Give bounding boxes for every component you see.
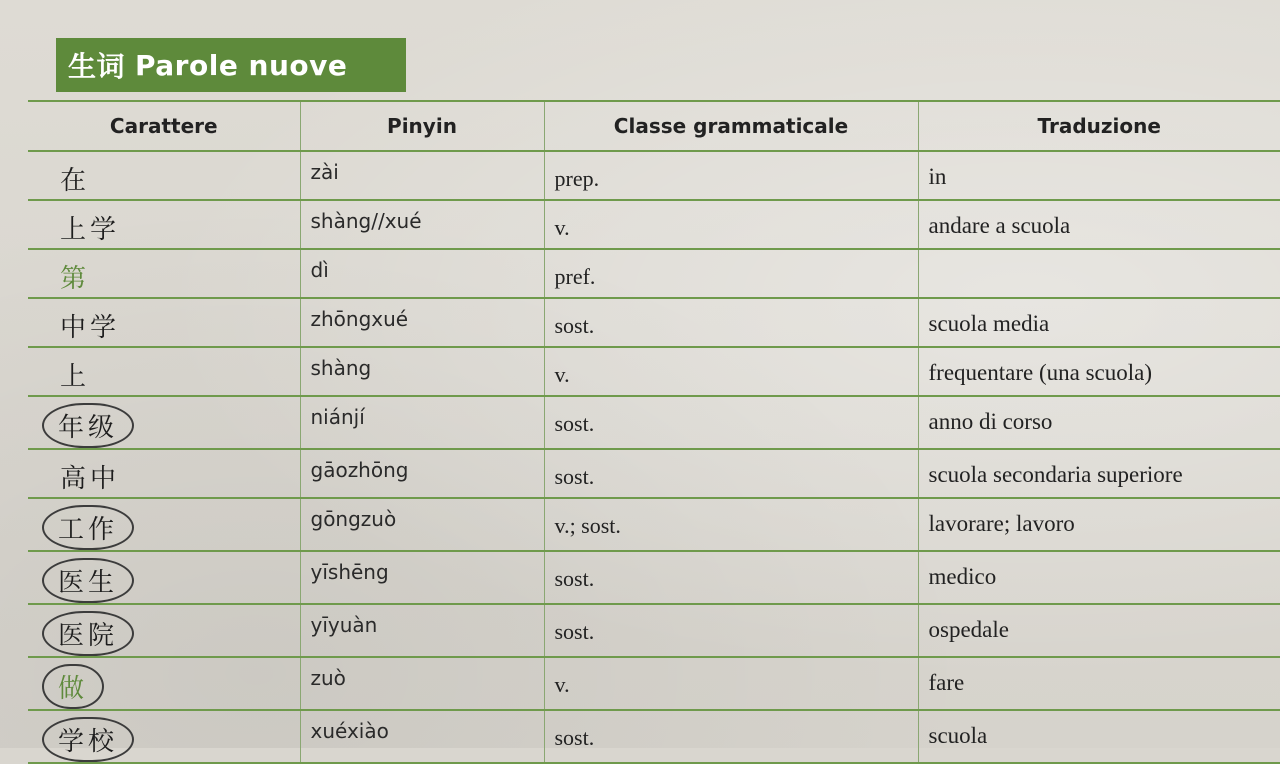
table-row — [28, 551, 1280, 604]
heading-chinese: 生词 — [68, 45, 125, 85]
pinyin-cell: shàng — [311, 356, 544, 380]
table-row — [28, 710, 1280, 763]
pinyin-cell: zài — [311, 160, 544, 184]
character-cell-circled: 医生 — [42, 558, 134, 603]
translation-cell: fare — [929, 670, 1280, 696]
pinyin-cell: gāozhōng — [311, 458, 544, 482]
character-cell: 高中 — [52, 456, 128, 497]
character-cell-circled: 学校 — [42, 717, 134, 762]
pinyin-cell: shàng//xué — [311, 209, 544, 233]
grammar-class-cell: v. — [555, 215, 918, 241]
translation-cell: in — [929, 164, 1280, 190]
translation-cell: lavorare; lavoro — [929, 511, 1280, 537]
character-cell: 上 — [52, 354, 98, 395]
pinyin-cell: niánjí — [311, 405, 544, 429]
pinyin-cell: xuéxiào — [311, 719, 544, 743]
table-row — [28, 347, 1280, 396]
table-row — [28, 604, 1280, 657]
translation-cell: frequentare (una scuola) — [929, 360, 1280, 386]
grammar-class-cell: sost. — [555, 464, 918, 490]
character-cell: 中学 — [52, 305, 128, 346]
character-cell: 第 — [52, 256, 98, 297]
vocabulary-table — [28, 100, 1280, 764]
column-header-grammar-class: Classe grammaticale — [544, 101, 918, 151]
pinyin-cell: dì — [311, 258, 544, 282]
grammar-class-cell: sost. — [555, 566, 918, 592]
character-cell-circled: 医院 — [42, 611, 134, 656]
pinyin-cell: yīyuàn — [311, 613, 544, 637]
grammar-class-cell: v. — [555, 362, 918, 388]
grammar-class-cell: sost. — [555, 725, 918, 751]
table-row — [28, 498, 1280, 551]
table-header-row — [28, 101, 1280, 151]
pinyin-cell: zuò — [311, 666, 544, 690]
grammar-class-cell: v.; sost. — [555, 513, 918, 539]
pinyin-cell: yīshēng — [311, 560, 544, 584]
heading-italian: Parole nuove — [135, 49, 347, 82]
grammar-class-cell: sost. — [555, 313, 918, 339]
table-row — [28, 298, 1280, 347]
table-row — [28, 249, 1280, 298]
translation-cell: andare a scuola — [929, 213, 1280, 239]
table-row — [28, 396, 1280, 449]
character-cell-circled: 年级 — [42, 403, 134, 448]
pinyin-cell: zhōngxué — [311, 307, 544, 331]
character-cell: 上学 — [52, 207, 128, 248]
column-header-character: Carattere — [28, 101, 300, 151]
translation-cell: scuola — [929, 723, 1280, 749]
table-row — [28, 151, 1280, 200]
grammar-class-cell: sost. — [555, 619, 918, 645]
grammar-class-cell: sost. — [555, 411, 918, 437]
section-heading — [56, 38, 406, 92]
grammar-class-cell: v. — [555, 672, 918, 698]
column-header-translation: Traduzione — [918, 101, 1280, 151]
table-row — [28, 449, 1280, 498]
character-cell-circled: 工作 — [42, 505, 134, 550]
translation-cell: ospedale — [929, 617, 1280, 643]
grammar-class-cell: pref. — [555, 264, 918, 290]
table-row — [28, 657, 1280, 710]
character-cell-circled: 做 — [42, 664, 104, 709]
translation-cell: medico — [929, 564, 1280, 590]
pinyin-cell: gōngzuò — [311, 507, 544, 531]
translation-cell: scuola media — [929, 311, 1280, 337]
translation-cell: scuola secondaria superiore — [929, 462, 1280, 488]
grammar-class-cell: prep. — [555, 166, 918, 192]
character-cell: 在 — [52, 158, 98, 199]
table-row — [28, 200, 1280, 249]
translation-cell: anno di corso — [929, 409, 1280, 435]
column-header-pinyin: Pinyin — [300, 101, 544, 151]
